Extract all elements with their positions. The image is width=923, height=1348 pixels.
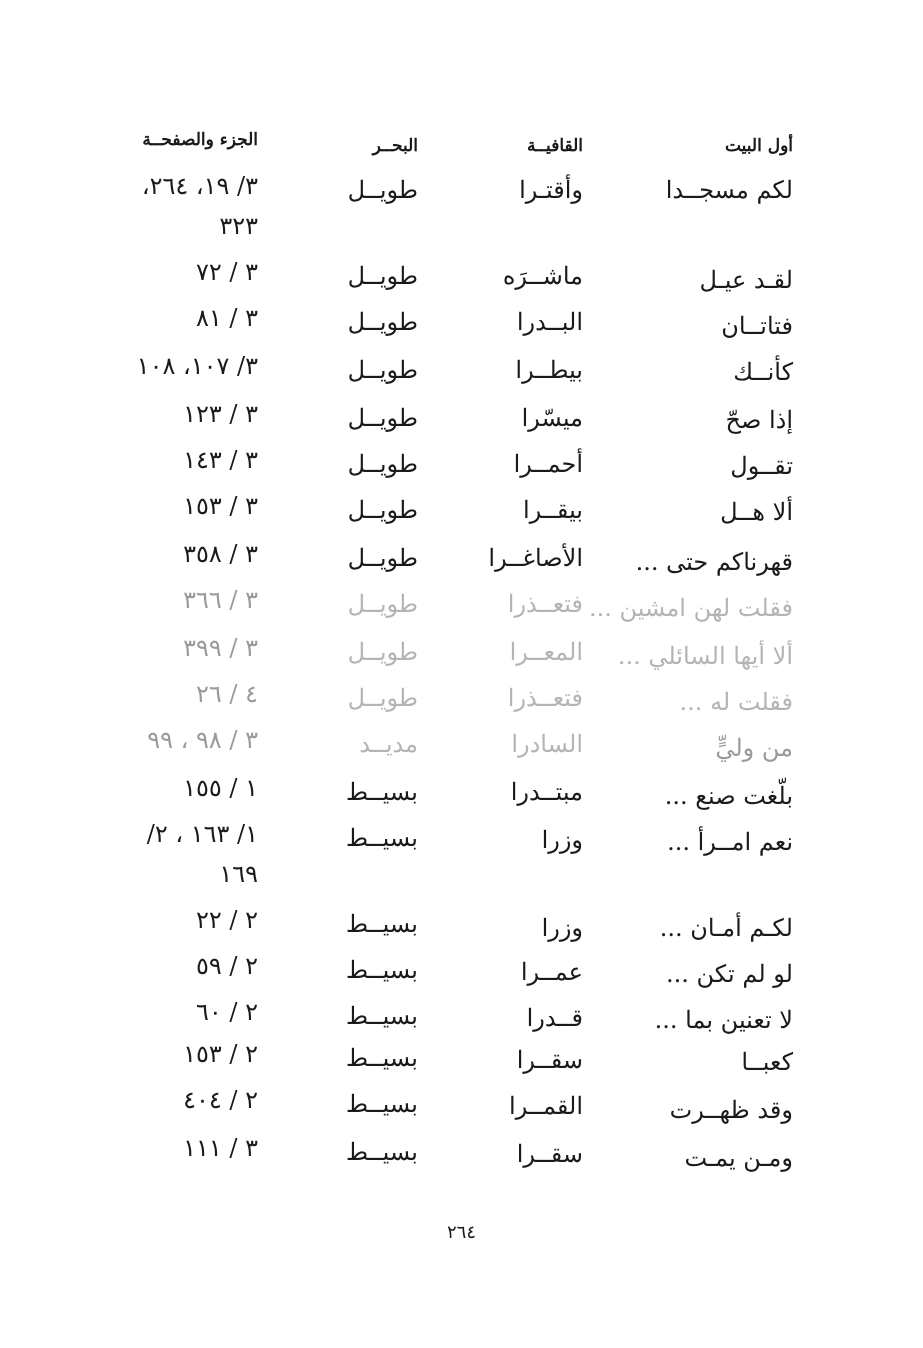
row-meter: بسيــط: [345, 1002, 418, 1030]
row-rhyme: المعــرا: [509, 638, 583, 666]
row-meter: طويــل: [347, 590, 418, 618]
row-first-line: لو لم تكن ...: [666, 960, 793, 988]
row-meter: طويــل: [347, 496, 418, 524]
row-reference: ٣ / ٧٢: [195, 258, 258, 286]
row-reference: ٣ / ٣٦٦: [183, 586, 258, 614]
row-rhyme: قــدرا: [526, 1004, 583, 1032]
row-first-line: إذا صحّ: [725, 406, 793, 434]
row-rhyme: مبتــدرا: [510, 778, 583, 806]
row-reference-continued: ١٦٩: [219, 860, 258, 888]
header-volume-page: الجزء والصفحــة: [142, 130, 258, 150]
row-first-line: فقلت لهن امشين ...: [589, 594, 793, 622]
row-reference: ٣ / ٣٩٩: [183, 634, 258, 662]
row-reference: ٣/ ١٠٧، ١٠٨: [136, 352, 258, 380]
row-reference: ١/ ١٦٣ ، ٢/: [146, 820, 258, 848]
row-reference: ٣ / ١٥٣: [183, 492, 258, 520]
row-first-line: بلّغت صنع ...: [664, 782, 793, 810]
row-reference: ٢ / ٦٠: [195, 998, 258, 1026]
row-first-line: كعبــا: [741, 1048, 793, 1076]
row-meter: طويــل: [347, 684, 418, 712]
row-first-line: من وليٍّ: [715, 734, 793, 762]
row-first-line: فتاتــان: [721, 312, 793, 340]
row-reference: ٣ / ١٢٣: [183, 400, 258, 428]
row-first-line: كأنــك: [733, 358, 793, 386]
header-first-line: أول البيت: [724, 136, 793, 156]
row-meter: مديــد: [359, 730, 418, 758]
row-meter: طويــل: [347, 356, 418, 384]
row-rhyme: السادرا: [511, 730, 583, 758]
row-rhyme: عمــرا: [520, 958, 583, 986]
row-rhyme: ميسّرا: [521, 404, 583, 432]
row-first-line: لكـم أمـان ...: [659, 914, 793, 942]
row-first-line: وقد ظهــرت: [669, 1096, 793, 1124]
row-reference: ٢ / ٤٠٤: [183, 1086, 258, 1114]
row-reference: ١ / ١٥٥: [183, 774, 258, 802]
row-first-line: قهرناكم حتى ...: [635, 548, 793, 576]
row-rhyme: وأقتـرا: [519, 176, 583, 204]
row-first-line: فقلت له ...: [679, 688, 793, 716]
row-first-line: ومـن يمـت: [684, 1144, 793, 1172]
row-rhyme: فتعــذرا: [507, 590, 583, 618]
row-reference: ٤ / ٢٦: [195, 680, 258, 708]
row-rhyme: القمــرا: [509, 1092, 583, 1120]
header-meter: البحــر: [372, 136, 418, 156]
row-rhyme: الأصاغــرا: [488, 544, 583, 572]
row-rhyme: ماشــرَه: [502, 262, 583, 290]
row-rhyme: وزرا: [541, 914, 583, 942]
row-meter: طويــل: [347, 404, 418, 432]
row-meter: طويــل: [347, 262, 418, 290]
row-first-line: لكم مسجــدا: [665, 176, 793, 204]
row-meter: طويــل: [347, 308, 418, 336]
row-rhyme: أحمــرا: [513, 450, 583, 478]
row-reference: ٣ / ١٤٣: [183, 446, 258, 474]
row-reference-continued: ٣٢٣: [219, 212, 258, 240]
row-reference: ٢ / ٢٢: [195, 906, 258, 934]
row-meter: بسيــط: [345, 1138, 418, 1166]
row-first-line: لقـد عيـل: [699, 266, 793, 294]
row-first-line: ألا هــل: [720, 498, 793, 526]
row-rhyme: بيقــرا: [522, 496, 583, 524]
row-first-line: نعم امــرأ ...: [667, 828, 793, 856]
row-meter: بسيــط: [345, 824, 418, 852]
row-meter: بسيــط: [345, 956, 418, 984]
row-rhyme: سقــرا: [516, 1046, 583, 1074]
row-meter: طويــل: [347, 450, 418, 478]
row-reference: ٣/ ١٩، ٢٦٤،: [141, 172, 258, 200]
row-reference: ٣ / ٣٥٨: [183, 540, 258, 568]
row-first-line: لا تعنين بما ...: [654, 1006, 793, 1034]
row-rhyme: البــدرا: [516, 308, 583, 336]
row-reference: ٣ / ١١١: [183, 1134, 258, 1162]
row-first-line: تقــول: [730, 452, 793, 480]
row-first-line: ألا أيها السائلي ...: [617, 642, 793, 670]
row-meter: بسيــط: [345, 1044, 418, 1072]
row-rhyme: سقــرا: [516, 1140, 583, 1168]
row-rhyme: فتعــذرا: [507, 684, 583, 712]
row-meter: طويــل: [347, 176, 418, 204]
row-reference: ٢ / ٥٩: [195, 952, 258, 980]
page-number: ٢٦٤: [446, 1222, 476, 1243]
row-reference: ٣ / ٨١: [195, 304, 258, 332]
row-reference: ٢ / ١٥٣: [183, 1040, 258, 1068]
row-rhyme: بيطــرا: [515, 356, 583, 384]
row-meter: بسيــط: [345, 778, 418, 806]
row-meter: بسيــط: [345, 910, 418, 938]
header-rhyme: القافيــة: [526, 136, 583, 156]
row-meter: بسيــط: [345, 1090, 418, 1118]
row-reference: ٣ / ٩٨ ، ٩٩: [147, 726, 258, 754]
row-rhyme: وزرا: [541, 826, 583, 854]
row-meter: طويــل: [347, 544, 418, 572]
row-meter: طويــل: [347, 638, 418, 666]
